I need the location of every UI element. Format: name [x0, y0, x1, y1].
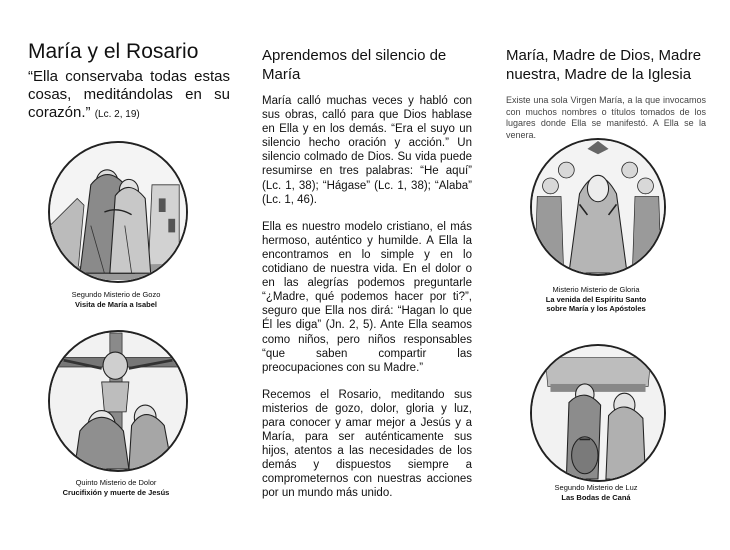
cana-wedding-medallion	[530, 344, 666, 482]
caption-title: Visita de María a Isabel	[75, 299, 157, 309]
silence-body	[262, 94, 472, 501]
caption-cana	[491, 483, 701, 502]
caption-mystery: Misterio Misterio de Gloria	[552, 285, 640, 294]
mother-intro: Existe una sola Virgen María, a la que invocamos con muchos nombres o títulos tomados de los lugares donde Ella se manifestó. A Ella se la venera.	[506, 95, 706, 140]
caption-mystery: Quinto Misterio de Dolor	[75, 478, 157, 487]
heading-silencio: Aprendemos del silencio de María	[262, 47, 447, 83]
luke-quote	[28, 68, 230, 124]
caption-title: La venida del Espíritu Santo	[545, 294, 647, 304]
pentecost-illustration	[532, 140, 664, 274]
caption-pentecost	[491, 285, 701, 314]
caption-visitation	[11, 290, 221, 309]
crucifixion-illustration	[50, 332, 186, 470]
cana-illustration	[532, 346, 664, 480]
quote-text: “Ella conservaba todas estas cosas, meditándolas en su corazón.”	[28, 68, 230, 121]
heading-madre: María, Madre de Dios, Madre nuestra, Madre de la Iglesia	[506, 47, 702, 83]
crucifixion-medallion	[48, 330, 188, 472]
paragraph-3: Recemos el Rosario, meditando sus misterios de gozo, dolor, gloria y luz, para conocer y amar mejor a Jesús y a María, para ser auténticamente sus hijos, atentos a las necesidades de los demás y dispuestos siempre a comprometernos con nuestras acciones por un mundo más unido.	[262, 388, 472, 500]
caption-crucifixion	[11, 478, 221, 497]
heading-maria-rosario: María y el Rosario	[28, 40, 199, 63]
visitation-medallion	[48, 141, 188, 283]
quote-reference: (Lc. 2, 19)	[94, 109, 140, 120]
paragraph-1: María calló muchas veces y habló con sus obras, calló para que Dios hablase en Ella y en los demás. “Era el suyo un silencio hecho oración y acción.” Un silencio colmado de Dios. Su vida puede resumirse en tres palabras: “He aquí” (Lc. 1, 38); “Hágase” (Lc. 1, 38); “Alaba” (Lc. 1, 46).	[262, 95, 472, 206]
caption-title: Las Bodas de Caná	[561, 492, 631, 502]
paragraph-2: Ella es nuestro modelo cristiano, el más hermoso, auténtico y humilde. A Ella la encontramos en lo simple y en lo cotidiano de nuestra vida. En el dolor o en las alegrías podemos preguntarle “¿Madre, qué podemos hacer por ti?”, seguro que Ella nos dirá: “Hagan lo que Él les diga” (Jn. 2, 5). Ante Ella seamos como niños, pero niños responsables “que saben compartir las preocupaciones con su Madre.”	[262, 220, 472, 374]
caption-title: Crucifixión y muerte de Jesús	[62, 487, 170, 497]
caption-mystery: Segundo Misterio de Luz	[554, 483, 638, 492]
visitation-illustration	[50, 143, 186, 281]
caption-title-2: sobre María y los Apóstoles	[546, 304, 646, 313]
pentecost-medallion	[530, 138, 666, 276]
caption-mystery: Segundo Misterio de Gozo	[71, 290, 161, 299]
